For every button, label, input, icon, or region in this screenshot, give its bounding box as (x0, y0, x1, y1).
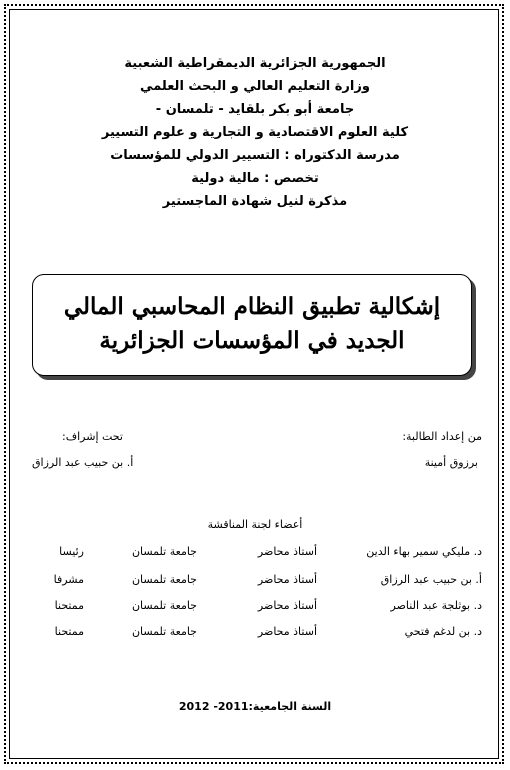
member-name: د. بن لدغم فتحي (404, 625, 482, 638)
supervisor-label: تحت إشراف: (62, 430, 123, 443)
header-specialty: تخصص : مالية دولية (191, 171, 319, 186)
header-republic: الجمهورية الجزائرية الديمقراطية الشعبية (124, 56, 386, 71)
member-role: مشرفا (53, 573, 84, 586)
member-university: جامعة تلمسان (131, 573, 197, 586)
member-university: جامعة تلمسان (131, 625, 197, 638)
member-university: جامعة تلمسان (131, 599, 197, 612)
member-rank: أستاذ محاضر (257, 625, 317, 638)
member-role: رئيسا (59, 545, 84, 558)
academic-year: السنة الجامعية:2011- 2012 (178, 700, 332, 713)
institution-header (20, 52, 490, 213)
member-name: أ. بن حبيب عبد الرزاق (380, 573, 482, 586)
thesis-title-line-1: إشكالية تطبيق النظام المحاسبي المالي (63, 293, 441, 320)
member-university: جامعة تلمسان (131, 545, 197, 558)
thesis-title-box (32, 274, 472, 376)
student-label: من إعداد الطالبة: (402, 430, 482, 443)
committee-member (30, 573, 482, 593)
committee-member (30, 625, 482, 645)
member-role: ممتحنا (54, 599, 84, 612)
supervisor-name: أ. بن حبيب عبد الرزاق (32, 456, 134, 469)
member-rank: أستاذ محاضر (257, 545, 317, 558)
member-rank: أستاذ محاضر (257, 573, 317, 586)
header-faculty: كلية العلوم الاقتصادية و التجارية و علوم التسيير (101, 125, 409, 140)
member-rank: أستاذ محاضر (257, 599, 317, 612)
member-role: ممتحنا (54, 625, 84, 638)
header-university: جامعة أبو بكر بلقايد - تلمسان - (155, 102, 355, 117)
header-degree: مذكرة لنيل شهادة الماجستير (162, 194, 348, 209)
thesis-title-line-2: الجديد في المؤسسات الجزائرية (99, 327, 405, 354)
committee-title: أعضاء لجنة المناقشة (207, 518, 303, 531)
member-name: د. بوثلجة عبد الناصر (390, 599, 482, 612)
committee-member (30, 545, 482, 565)
header-ministry: وزارة التعليم العالي و البحث العلمي (140, 79, 370, 94)
header-doctoral-school: مدرسة الدكتوراه : التسيير الدولي للمؤسسات (110, 148, 400, 163)
member-name: د. مليكي سمير بهاء الدين (366, 545, 482, 558)
student-name: برزوق أمينة (424, 456, 478, 469)
committee-member (30, 599, 482, 619)
